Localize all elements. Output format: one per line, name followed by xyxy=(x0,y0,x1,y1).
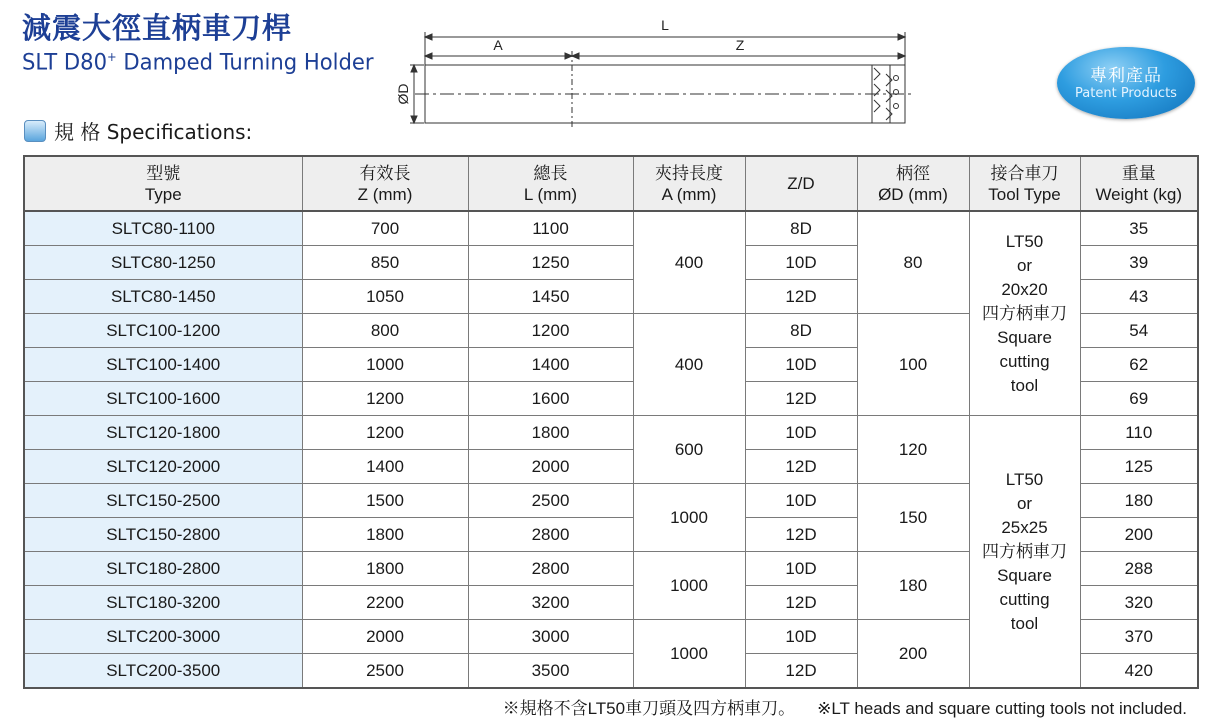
footnote-zh: ※規格不含LT50車刀頭及四方柄車刀。 xyxy=(502,699,796,718)
spec-table xyxy=(23,155,1199,689)
cell-weight: 69 xyxy=(1080,382,1198,416)
cell-type: SLTC120-1800 xyxy=(24,416,302,450)
cell-type: SLTC80-1100 xyxy=(24,211,302,246)
spec-heading xyxy=(24,116,252,145)
cell-weight: 125 xyxy=(1080,450,1198,484)
cell-zd: 12D xyxy=(745,382,857,416)
label-D: ØD xyxy=(395,83,411,105)
holder-drawing xyxy=(390,8,920,133)
cell-z: 1200 xyxy=(302,416,468,450)
cell-weight: 39 xyxy=(1080,246,1198,280)
cell-a: 1000 xyxy=(633,484,745,552)
cell-zd: 10D xyxy=(745,552,857,586)
label-L: L xyxy=(661,17,669,33)
cell-d: 180 xyxy=(857,552,969,620)
cell-a: 1000 xyxy=(633,552,745,620)
cell-weight: 43 xyxy=(1080,280,1198,314)
cell-l: 2500 xyxy=(468,484,633,518)
header-zd: Z/D xyxy=(745,156,857,211)
title-en-sup: + xyxy=(107,50,117,64)
cell-weight: 35 xyxy=(1080,211,1198,246)
cell-z: 2500 xyxy=(302,654,468,689)
cell-l: 1250 xyxy=(468,246,633,280)
cell-zd: 12D xyxy=(745,654,857,689)
cell-z: 850 xyxy=(302,246,468,280)
cell-type: SLTC100-1600 xyxy=(24,382,302,416)
cell-l: 1200 xyxy=(468,314,633,348)
cell-l: 1450 xyxy=(468,280,633,314)
cell-zd: 10D xyxy=(745,416,857,450)
cell-z: 1800 xyxy=(302,552,468,586)
cell-a: 1000 xyxy=(633,620,745,689)
label-A: A xyxy=(493,37,503,53)
patent-line1: 專利產品 xyxy=(1090,66,1162,86)
cell-type: SLTC150-2800 xyxy=(24,518,302,552)
cell-l: 1600 xyxy=(468,382,633,416)
cell-z: 2000 xyxy=(302,620,468,654)
header-d: 柄徑 ØD (mm) xyxy=(857,156,969,211)
cell-l: 1100 xyxy=(468,211,633,246)
cell-weight: 54 xyxy=(1080,314,1198,348)
header-tool: 接合車刀 Tool Type xyxy=(969,156,1080,211)
cell-l: 2800 xyxy=(468,518,633,552)
cell-weight: 420 xyxy=(1080,654,1198,689)
cell-a: 600 xyxy=(633,416,745,484)
table-header-row xyxy=(24,156,1198,211)
table-row xyxy=(24,211,1198,246)
cell-type: SLTC180-3200 xyxy=(24,586,302,620)
cell-l: 1800 xyxy=(468,416,633,450)
cell-z: 1800 xyxy=(302,518,468,552)
cell-z: 2200 xyxy=(302,586,468,620)
title-en-prefix: SLT D80 xyxy=(22,50,108,76)
cell-type: SLTC200-3000 xyxy=(24,620,302,654)
cell-weight: 320 xyxy=(1080,586,1198,620)
cell-l: 3000 xyxy=(468,620,633,654)
spec-heading-label: 規 格 Specifications: xyxy=(54,120,253,144)
cell-zd: 12D xyxy=(745,586,857,620)
cell-type: SLTC180-2800 xyxy=(24,552,302,586)
cell-tool: LT50 or 20x20 四方柄車刀 Square cutting tool xyxy=(969,211,1080,416)
header-z: 有效長 Z (mm) xyxy=(302,156,468,211)
cell-weight: 62 xyxy=(1080,348,1198,382)
patent-badge xyxy=(1057,47,1195,119)
cell-type: SLTC150-2500 xyxy=(24,484,302,518)
cell-zd: 12D xyxy=(745,450,857,484)
cell-zd: 10D xyxy=(745,246,857,280)
cell-zd: 10D xyxy=(745,484,857,518)
header-weight: 重量 Weight (kg) xyxy=(1080,156,1198,211)
page-title-zh: 減震大徑直柄車刀桿 xyxy=(22,11,293,45)
cell-l: 3200 xyxy=(468,586,633,620)
cell-z: 1000 xyxy=(302,348,468,382)
cell-type: SLTC100-1200 xyxy=(24,314,302,348)
cell-zd: 12D xyxy=(745,280,857,314)
cell-z: 1200 xyxy=(302,382,468,416)
table-row xyxy=(24,416,1198,450)
spec-square-icon xyxy=(24,120,46,142)
footnote xyxy=(503,694,1187,719)
cell-d: 200 xyxy=(857,620,969,689)
cell-a: 400 xyxy=(633,314,745,416)
cell-type: SLTC200-3500 xyxy=(24,654,302,689)
cell-l: 2800 xyxy=(468,552,633,586)
label-Z: Z xyxy=(735,37,745,53)
header-type: 型號 Type xyxy=(24,156,302,211)
cell-zd: 10D xyxy=(745,620,857,654)
title-en-suffix: Damped Turning Holder xyxy=(116,50,374,76)
cell-d: 100 xyxy=(857,314,969,416)
cell-zd: 8D xyxy=(745,314,857,348)
cell-tool: LT50 or 25x25 四方柄車刀 Square cutting tool xyxy=(969,416,1080,689)
cell-weight: 110 xyxy=(1080,416,1198,450)
cell-type: SLTC80-1450 xyxy=(24,280,302,314)
cell-type: SLTC80-1250 xyxy=(24,246,302,280)
header-a: 夾持長度 A (mm) xyxy=(633,156,745,211)
cell-l: 1400 xyxy=(468,348,633,382)
cell-weight: 370 xyxy=(1080,620,1198,654)
cell-z: 1050 xyxy=(302,280,468,314)
cell-a: 400 xyxy=(633,211,745,314)
footnote-en: ※LT heads and square cutting tools not included. xyxy=(817,699,1187,718)
cell-weight: 288 xyxy=(1080,552,1198,586)
cell-d: 80 xyxy=(857,211,969,314)
cell-d: 150 xyxy=(857,484,969,552)
cell-type: SLTC120-2000 xyxy=(24,450,302,484)
cell-z: 800 xyxy=(302,314,468,348)
cell-zd: 10D xyxy=(745,348,857,382)
header-l: 總長 L (mm) xyxy=(468,156,633,211)
patent-line2: Patent Products xyxy=(1075,86,1177,101)
cell-z: 1500 xyxy=(302,484,468,518)
cell-z: 1400 xyxy=(302,450,468,484)
cell-l: 3500 xyxy=(468,654,633,689)
cell-zd: 12D xyxy=(745,518,857,552)
cell-weight: 200 xyxy=(1080,518,1198,552)
page-title-en xyxy=(22,50,374,75)
cell-d: 120 xyxy=(857,416,969,484)
cell-z: 700 xyxy=(302,211,468,246)
cell-type: SLTC100-1400 xyxy=(24,348,302,382)
cell-zd: 8D xyxy=(745,211,857,246)
cell-l: 2000 xyxy=(468,450,633,484)
cell-weight: 180 xyxy=(1080,484,1198,518)
